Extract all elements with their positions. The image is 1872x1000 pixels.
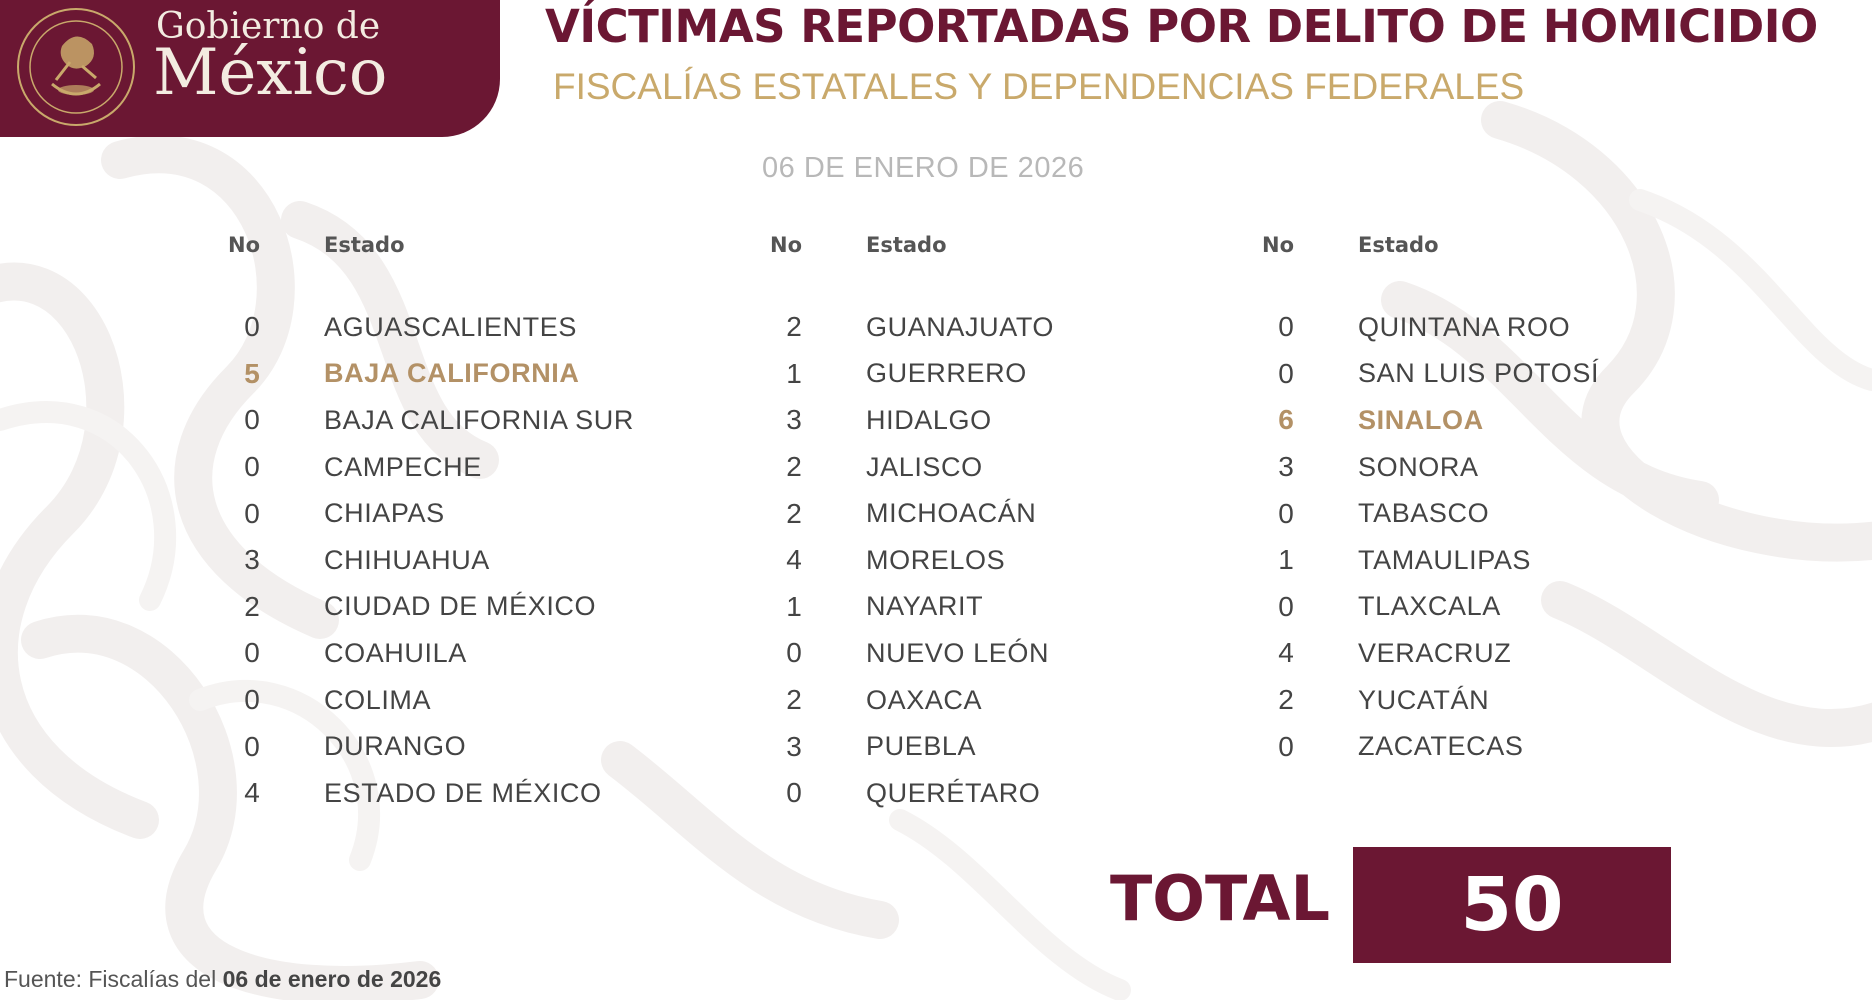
total-label: TOTAL	[1110, 862, 1330, 935]
state-row	[1262, 630, 1599, 677]
state-row	[770, 397, 1054, 444]
victim-count: 0	[1278, 357, 1294, 389]
states-column-1	[228, 228, 634, 817]
victim-count: 0	[1278, 730, 1294, 762]
victim-count: 4	[244, 777, 260, 809]
header-no: No	[228, 233, 261, 257]
state-name: DURANGO	[324, 731, 467, 762]
state-row	[228, 677, 634, 724]
state-name: CAMPECHE	[324, 451, 482, 482]
state-row	[1262, 351, 1599, 398]
state-row	[1262, 304, 1599, 351]
victim-count: 0	[244, 497, 260, 529]
state-name: QUERÉTARO	[866, 777, 1041, 808]
total-box	[1353, 847, 1671, 963]
state-row	[770, 444, 1054, 491]
state-row	[770, 304, 1054, 351]
states-column-2	[770, 228, 1054, 817]
total-value: 50	[1460, 862, 1564, 948]
state-name: YUCATÁN	[1358, 684, 1490, 715]
victim-count: 3	[786, 730, 802, 762]
state-row	[1262, 723, 1599, 770]
state-row	[228, 444, 634, 491]
footer-date: 06 de enero de 2026	[222, 966, 442, 992]
victim-count: 0	[244, 730, 260, 762]
state-name: COAHUILA	[324, 637, 467, 668]
table-header	[228, 228, 634, 262]
state-name: PUEBLA	[866, 731, 977, 762]
state-row	[1262, 490, 1599, 537]
victim-count: 4	[786, 544, 802, 576]
state-row	[770, 584, 1054, 631]
victim-count: 0	[1278, 311, 1294, 343]
victim-count: 2	[244, 590, 260, 622]
state-row	[228, 490, 634, 537]
victim-count: 2	[786, 451, 802, 483]
state-name: HIDALGO	[866, 404, 992, 435]
state-name: GUERRERO	[866, 358, 1027, 389]
victim-count: 1	[786, 357, 802, 389]
state-row	[770, 723, 1054, 770]
state-name: BAJA CALIFORNIA SUR	[324, 404, 634, 435]
state-name: ESTADO DE MÉXICO	[324, 777, 602, 808]
page-title: VÍCTIMAS REPORTADAS POR DELITO DE HOMICIDIO	[545, 0, 1818, 53]
state-row	[228, 397, 634, 444]
state-row	[228, 630, 634, 677]
state-row	[1262, 677, 1599, 724]
state-name: CHIAPAS	[324, 498, 445, 529]
logo-text-gobierno: Gobierno de	[156, 6, 381, 47]
coat-of-arms-icon	[12, 6, 140, 128]
state-row	[770, 770, 1054, 817]
state-name: MORELOS	[866, 544, 1006, 575]
victim-count: 5	[244, 357, 260, 389]
victim-count: 3	[786, 404, 802, 436]
state-name: COLIMA	[324, 684, 432, 715]
victim-count: 0	[244, 311, 260, 343]
victim-count: 6	[1278, 404, 1294, 436]
victim-count: 0	[244, 684, 260, 716]
report-date: 06 DE ENERO DE 2026	[762, 152, 1085, 184]
state-row	[770, 351, 1054, 398]
state-row	[228, 770, 634, 817]
victim-count: 0	[244, 404, 260, 436]
footer-prefix: Fuente: Fiscalías del	[4, 966, 223, 992]
state-row	[770, 677, 1054, 724]
victim-count: 1	[1278, 544, 1294, 576]
source-footer	[4, 966, 441, 993]
state-name: QUINTANA ROO	[1358, 311, 1571, 342]
victim-count: 4	[1278, 637, 1294, 669]
victim-count: 3	[244, 544, 260, 576]
state-row	[228, 723, 634, 770]
state-name: TABASCO	[1358, 498, 1490, 529]
victim-count: 0	[244, 637, 260, 669]
victim-count: 2	[786, 311, 802, 343]
header-estado: Estado	[324, 233, 405, 257]
header-no: No	[1262, 233, 1295, 257]
page-subtitle: FISCALÍAS ESTATALES Y DEPENDENCIAS FEDERALES	[553, 66, 1525, 107]
victim-count: 0	[786, 637, 802, 669]
state-row	[770, 537, 1054, 584]
state-name: ZACATECAS	[1358, 731, 1524, 762]
state-row	[228, 351, 634, 398]
state-name: GUANAJUATO	[866, 311, 1055, 342]
header-estado: Estado	[866, 233, 947, 257]
state-name: SONORA	[1358, 451, 1479, 482]
state-name: NAYARIT	[866, 591, 984, 622]
header-no: No	[770, 233, 803, 257]
state-row	[228, 584, 634, 631]
state-name: SINALOA	[1358, 404, 1484, 435]
state-row	[1262, 397, 1599, 444]
logo-text-mexico: México	[153, 36, 388, 110]
victim-count: 2	[786, 684, 802, 716]
state-name: TLAXCALA	[1358, 591, 1501, 622]
state-name: OAXACA	[866, 684, 983, 715]
table-header	[1262, 228, 1599, 262]
state-row	[770, 490, 1054, 537]
victim-count: 0	[244, 451, 260, 483]
victim-count: 0	[1278, 497, 1294, 529]
state-row	[1262, 584, 1599, 631]
victim-count: 2	[1278, 684, 1294, 716]
state-row	[228, 304, 634, 351]
state-name: AGUASCALIENTES	[324, 311, 577, 342]
state-name: CHIHUAHUA	[324, 544, 490, 575]
gobierno-logo-block	[0, 0, 500, 137]
state-name: VERACRUZ	[1358, 637, 1512, 668]
victim-count: 1	[786, 590, 802, 622]
header-estado: Estado	[1358, 233, 1439, 257]
state-row	[770, 630, 1054, 677]
table-header	[770, 228, 1054, 262]
victim-count: 0	[786, 777, 802, 809]
states-column-3	[1262, 228, 1599, 770]
state-row	[1262, 444, 1599, 491]
state-name: NUEVO LEÓN	[866, 637, 1050, 668]
victim-count: 0	[1278, 590, 1294, 622]
victim-count: 3	[1278, 451, 1294, 483]
state-name: BAJA CALIFORNIA	[324, 358, 580, 389]
victim-count: 2	[786, 497, 802, 529]
state-name: SAN LUIS POTOSÍ	[1358, 358, 1600, 389]
state-name: MICHOACÁN	[866, 498, 1037, 529]
state-row	[228, 537, 634, 584]
state-name: TAMAULIPAS	[1358, 544, 1532, 575]
state-name: JALISCO	[866, 451, 983, 482]
state-row	[1262, 537, 1599, 584]
state-name: CIUDAD DE MÉXICO	[324, 591, 597, 622]
